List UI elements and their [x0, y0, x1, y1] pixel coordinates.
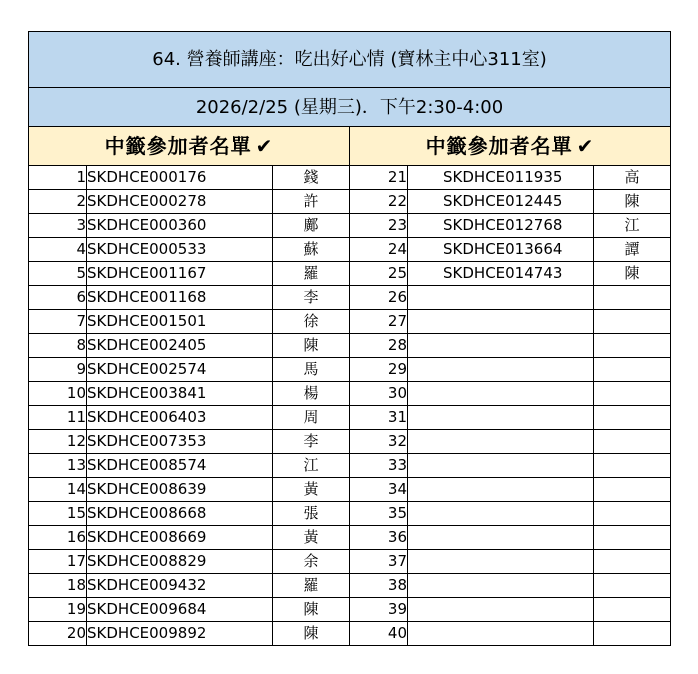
row-number: 20 [29, 622, 87, 646]
row-number: 23 [350, 214, 408, 238]
participant-code: SKDHCE012445 [408, 190, 594, 214]
participant-name: 鄺 [273, 214, 350, 238]
participant-code: SKDHCE000360 [87, 214, 273, 238]
checkmark-icon: ✔ [576, 133, 595, 158]
participant-name [594, 454, 671, 478]
participant-code [408, 574, 594, 598]
row-number: 11 [29, 406, 87, 430]
participant-name [594, 430, 671, 454]
table-row [29, 478, 671, 502]
row-number: 7 [29, 310, 87, 334]
participant-code: SKDHCE002574 [87, 358, 273, 382]
row-number: 12 [29, 430, 87, 454]
participant-name [594, 550, 671, 574]
table-row [29, 550, 671, 574]
participant-code [408, 286, 594, 310]
row-number: 37 [350, 550, 408, 574]
left-list-header-label: 中籤參加者名單 [104, 133, 252, 158]
row-number: 31 [350, 406, 408, 430]
participant-name: 張 [273, 502, 350, 526]
row-number: 10 [29, 382, 87, 406]
participant-code: SKDHCE000533 [87, 238, 273, 262]
participant-code: SKDHCE009892 [87, 622, 273, 646]
participant-name [594, 502, 671, 526]
participant-code [408, 358, 594, 382]
table-row [29, 526, 671, 550]
table-row [29, 502, 671, 526]
participant-name: 蘇 [273, 238, 350, 262]
participant-code [408, 550, 594, 574]
participant-name [594, 598, 671, 622]
participant-code [408, 430, 594, 454]
row-number: 13 [29, 454, 87, 478]
table-row [29, 166, 671, 190]
participant-name: 馬 [273, 358, 350, 382]
row-number: 3 [29, 214, 87, 238]
participant-name: 江 [594, 214, 671, 238]
table-row [29, 334, 671, 358]
row-number: 17 [29, 550, 87, 574]
participant-name: 高 [594, 166, 671, 190]
participant-code: SKDHCE009432 [87, 574, 273, 598]
table-row [29, 574, 671, 598]
row-number: 19 [29, 598, 87, 622]
row-number: 32 [350, 430, 408, 454]
row-number: 8 [29, 334, 87, 358]
participant-code [408, 502, 594, 526]
table-row [29, 622, 671, 646]
table-row [29, 286, 671, 310]
participant-code: SKDHCE008574 [87, 454, 273, 478]
participant-code: SKDHCE008639 [87, 478, 273, 502]
participant-code: SKDHCE008829 [87, 550, 273, 574]
participant-name: 陳 [273, 334, 350, 358]
participant-code: SKDHCE000278 [87, 190, 273, 214]
right-list-header [350, 127, 671, 166]
participant-name: 楊 [273, 382, 350, 406]
checkmark-icon: ✔ [255, 133, 274, 158]
event-datetime: 2026/2/25 (星期三)．下午2:30-4:00 [29, 88, 671, 127]
table-row [29, 310, 671, 334]
right-list-header-label: 中籤參加者名單 [425, 133, 573, 158]
table-row [29, 454, 671, 478]
participant-code: SKDHCE007353 [87, 430, 273, 454]
participant-name [594, 478, 671, 502]
left-list-header [29, 127, 350, 166]
row-number: 39 [350, 598, 408, 622]
participant-name: 周 [273, 406, 350, 430]
participant-code: SKDHCE001501 [87, 310, 273, 334]
participant-name: 李 [273, 286, 350, 310]
row-number: 16 [29, 526, 87, 550]
table-row [29, 358, 671, 382]
table-row [29, 262, 671, 286]
table-row [29, 598, 671, 622]
participant-code: SKDHCE008668 [87, 502, 273, 526]
participant-name [594, 526, 671, 550]
participant-name: 譚 [594, 238, 671, 262]
participant-code [408, 382, 594, 406]
row-number: 24 [350, 238, 408, 262]
participant-name: 徐 [273, 310, 350, 334]
table-row [29, 430, 671, 454]
event-title: 64. 營養師講座：吃出好心情 (寶林主中心311室) [29, 32, 671, 88]
participant-name [594, 406, 671, 430]
row-number: 15 [29, 502, 87, 526]
row-number: 6 [29, 286, 87, 310]
participant-name [594, 382, 671, 406]
row-number: 34 [350, 478, 408, 502]
participant-name: 羅 [273, 262, 350, 286]
row-number: 5 [29, 262, 87, 286]
participant-name: 李 [273, 430, 350, 454]
table-row [29, 190, 671, 214]
participant-code [408, 334, 594, 358]
row-number: 26 [350, 286, 408, 310]
participant-name [594, 574, 671, 598]
participant-code [408, 526, 594, 550]
table-row [29, 238, 671, 262]
row-number: 22 [350, 190, 408, 214]
participant-code: SKDHCE003841 [87, 382, 273, 406]
row-number: 21 [350, 166, 408, 190]
row-number: 29 [350, 358, 408, 382]
participant-name: 陳 [594, 262, 671, 286]
participant-code: SKDHCE001167 [87, 262, 273, 286]
participant-name [594, 358, 671, 382]
row-number: 36 [350, 526, 408, 550]
participant-code: SKDHCE002405 [87, 334, 273, 358]
row-number: 25 [350, 262, 408, 286]
row-number: 2 [29, 190, 87, 214]
participant-code [408, 454, 594, 478]
participant-code: SKDHCE013664 [408, 238, 594, 262]
participant-name [594, 310, 671, 334]
row-number: 40 [350, 622, 408, 646]
participant-code [408, 478, 594, 502]
row-number: 14 [29, 478, 87, 502]
row-number: 33 [350, 454, 408, 478]
row-number: 35 [350, 502, 408, 526]
participant-code [408, 598, 594, 622]
row-number: 38 [350, 574, 408, 598]
row-number: 4 [29, 238, 87, 262]
participant-sheet [28, 31, 671, 646]
participant-code: SKDHCE011935 [408, 166, 594, 190]
participant-code [408, 310, 594, 334]
participant-code: SKDHCE012768 [408, 214, 594, 238]
participant-code: SKDHCE014743 [408, 262, 594, 286]
row-number: 30 [350, 382, 408, 406]
participant-name: 陳 [273, 622, 350, 646]
participant-code [408, 622, 594, 646]
participant-code [408, 406, 594, 430]
participant-code: SKDHCE008669 [87, 526, 273, 550]
participant-name [594, 286, 671, 310]
participant-name: 陳 [273, 598, 350, 622]
participant-name [594, 622, 671, 646]
row-number: 1 [29, 166, 87, 190]
participant-code: SKDHCE001168 [87, 286, 273, 310]
table-row [29, 406, 671, 430]
participant-name: 江 [273, 454, 350, 478]
row-number: 28 [350, 334, 408, 358]
row-number: 9 [29, 358, 87, 382]
participant-name: 錢 [273, 166, 350, 190]
participant-code: SKDHCE000176 [87, 166, 273, 190]
participant-name: 黃 [273, 526, 350, 550]
participant-name: 陳 [594, 190, 671, 214]
participant-code: SKDHCE009684 [87, 598, 273, 622]
participant-name: 余 [273, 550, 350, 574]
participant-name: 許 [273, 190, 350, 214]
table-row [29, 382, 671, 406]
participant-name: 黃 [273, 478, 350, 502]
participant-name: 羅 [273, 574, 350, 598]
participant-code: SKDHCE006403 [87, 406, 273, 430]
participant-name [594, 334, 671, 358]
row-number: 27 [350, 310, 408, 334]
table-row [29, 214, 671, 238]
row-number: 18 [29, 574, 87, 598]
